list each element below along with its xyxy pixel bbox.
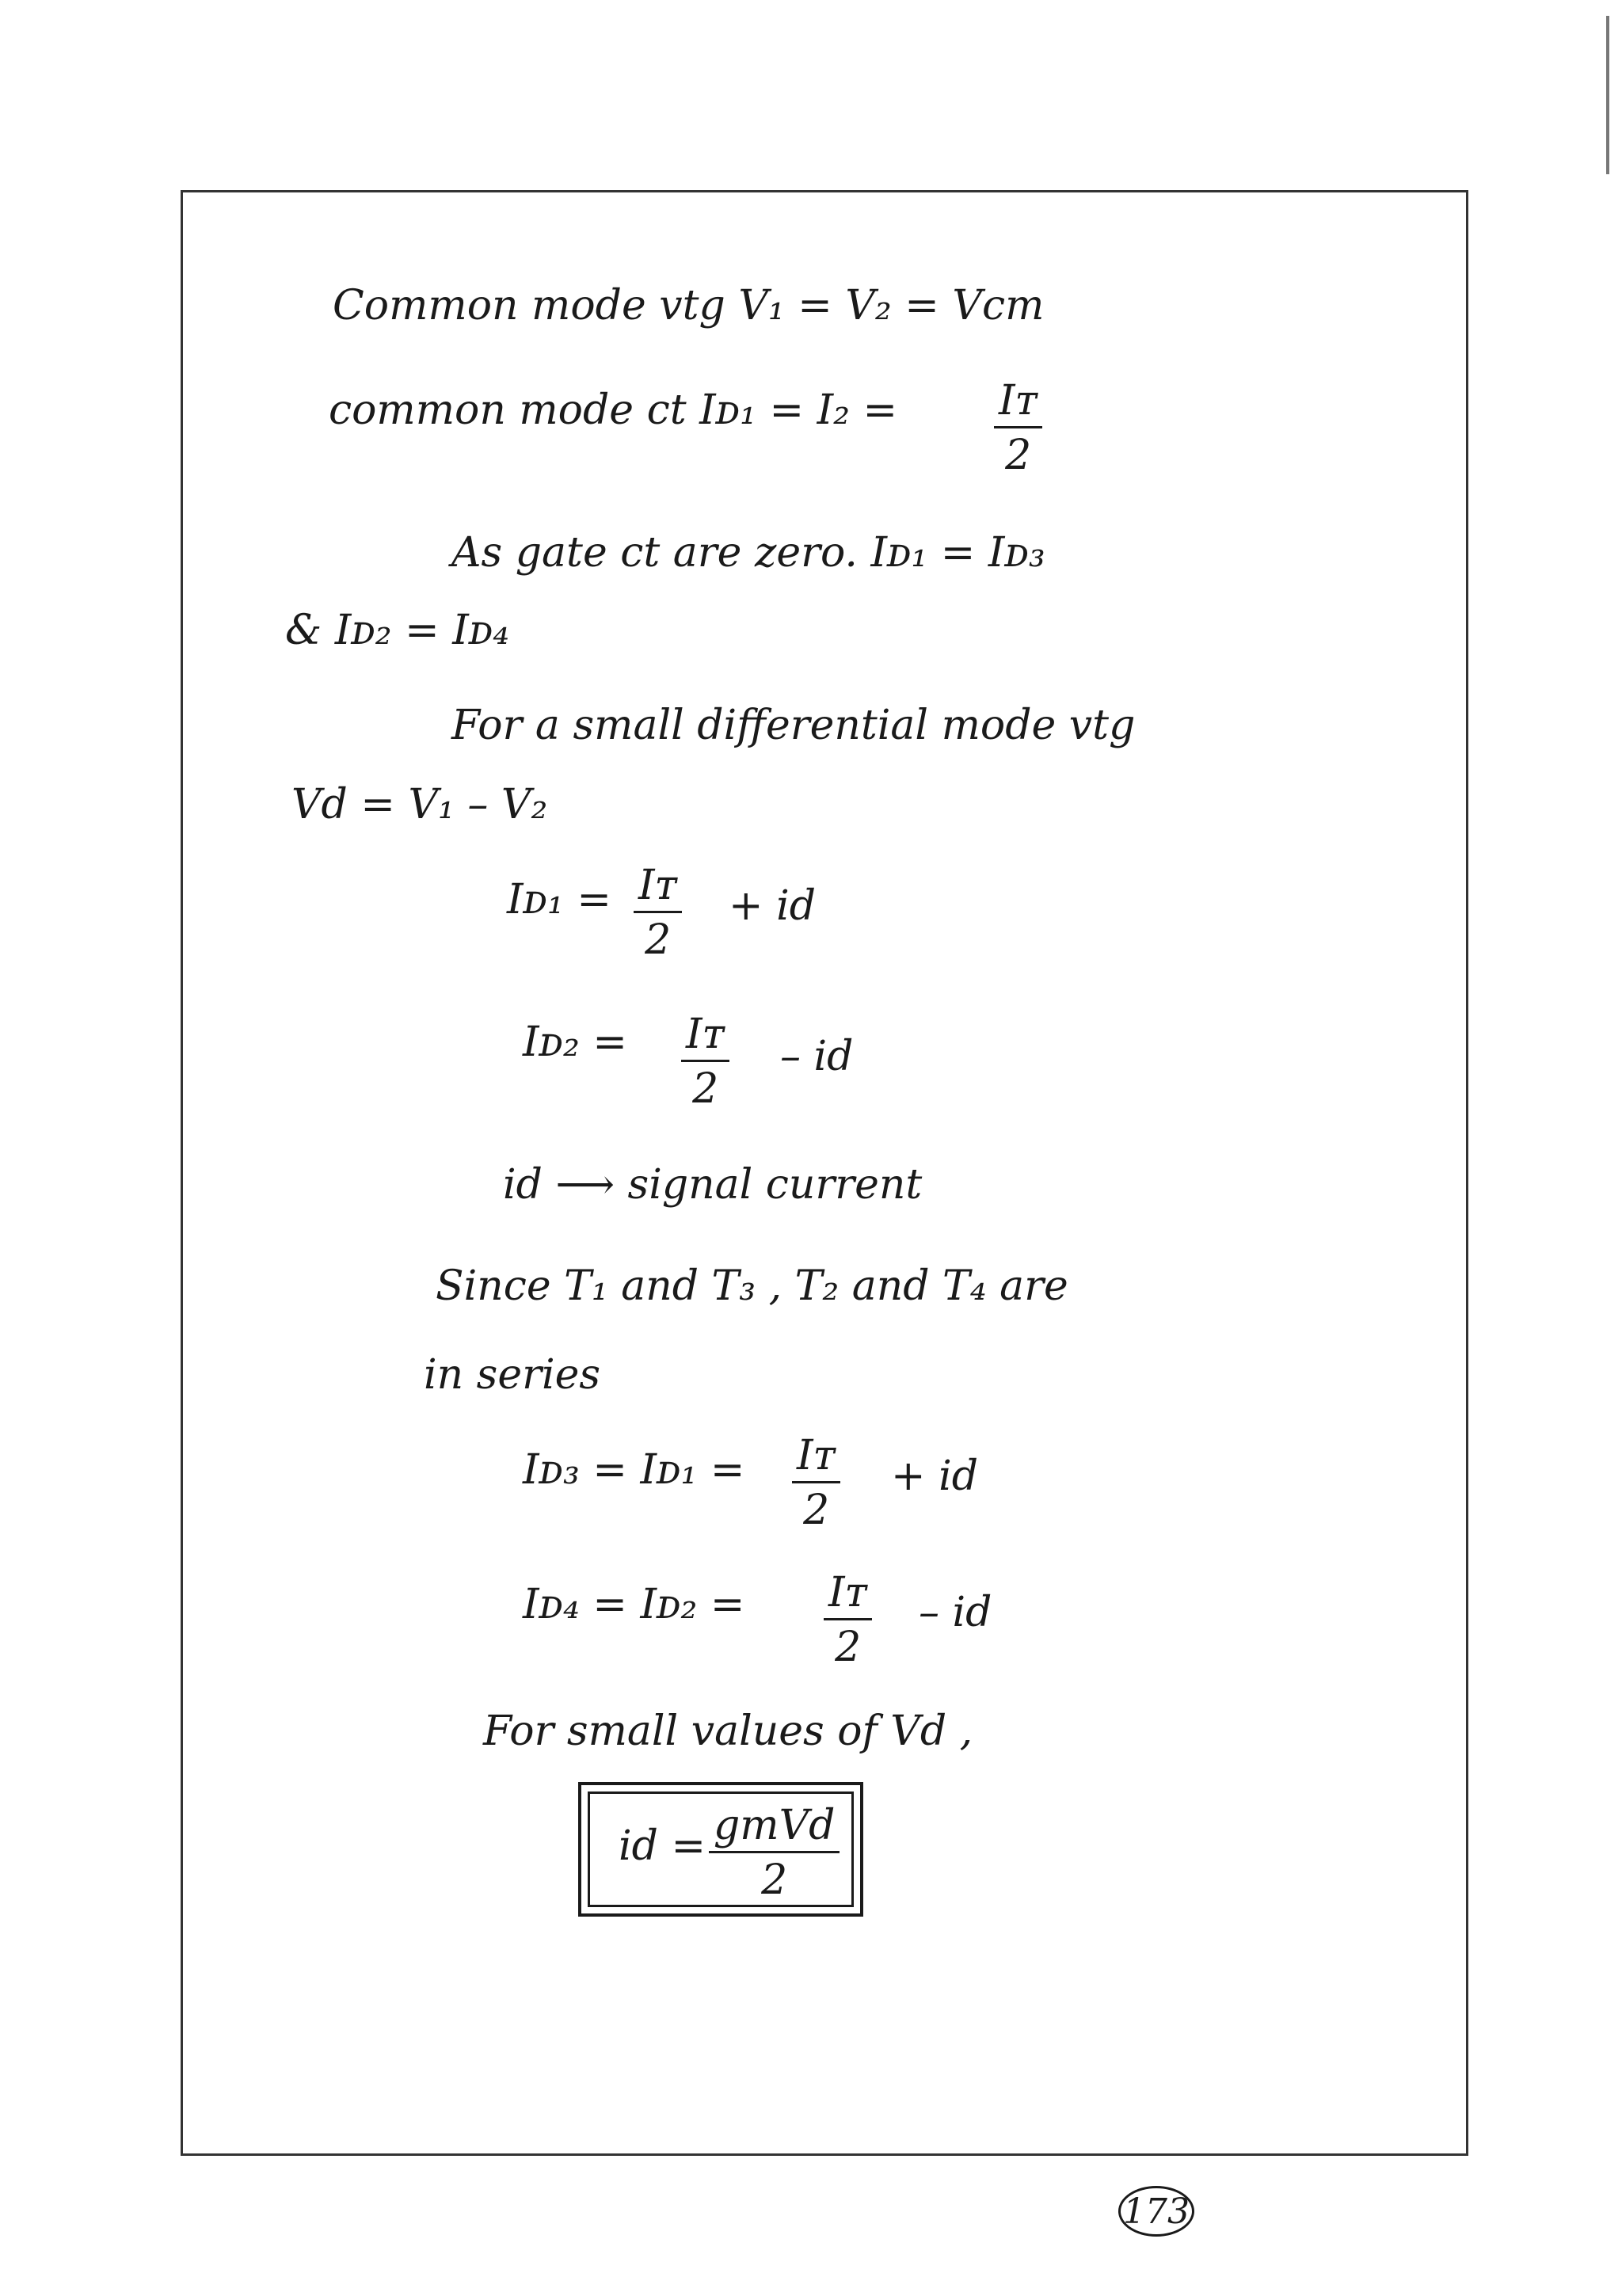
- page-number: 173: [1118, 2186, 1194, 2237]
- line-id1-lhs: Iᴅ₁ =: [507, 876, 611, 923]
- fraction-id3: [792, 1432, 840, 1534]
- fraction-numerator: gmVd: [709, 1805, 840, 1853]
- fraction-numerator: Iᴛ: [634, 865, 682, 913]
- fraction-common-mode-current: [994, 377, 1042, 479]
- scan-edge-mark: [1606, 16, 1609, 174]
- line-id2-rhs: – id: [780, 1033, 854, 1080]
- boxed-result: [578, 1782, 863, 1917]
- fraction-id4: [824, 1569, 872, 1671]
- fraction-denominator: 2: [803, 1487, 830, 1534]
- fraction-denominator: 2: [692, 1065, 719, 1113]
- fraction-numerator: Iᴛ: [994, 380, 1042, 428]
- fraction-denominator: 2: [761, 1856, 788, 1904]
- fraction-numerator: Iᴛ: [792, 1435, 840, 1483]
- line-gate-current-zero: As gate ct are zero. Iᴅ₁ = Iᴅ₃: [451, 529, 1045, 577]
- boxed-result-inner: [588, 1791, 854, 1907]
- boxed-result-fraction: [709, 1802, 840, 1904]
- line-small-differential-mode: For a small differential mode vtg: [451, 702, 1136, 749]
- line-transistors-in-series: Since T₁ and T₃ , T₂ and T₄ are: [436, 1262, 1068, 1310]
- line-id3-rhs: + id: [891, 1453, 979, 1500]
- line-in-series: in series: [424, 1351, 601, 1399]
- line-id2-lhs: Iᴅ₂ =: [523, 1019, 627, 1066]
- fraction-denominator: 2: [645, 916, 672, 964]
- fraction-denominator: 2: [1005, 432, 1032, 479]
- line-common-mode-voltage: Common mode vtg V₁ = V₂ = Vcm: [333, 282, 1045, 329]
- line-id4-lhs: Iᴅ₄ = Iᴅ₂ =: [523, 1581, 745, 1628]
- fraction-numerator: Iᴛ: [824, 1572, 872, 1620]
- line-small-values-of-vd: For small values of Vd ,: [483, 1708, 973, 1755]
- fraction-numerator: Iᴛ: [681, 1014, 729, 1062]
- line-id4-rhs: – id: [919, 1589, 992, 1636]
- line-id3-lhs: Iᴅ₃ = Iᴅ₁ =: [523, 1446, 745, 1494]
- fraction-id1: [634, 862, 682, 964]
- line-signal-current: id ⟶ signal current: [503, 1161, 923, 1209]
- line-id2-equals-id4: & Iᴅ₂ = Iᴅ₄: [285, 607, 510, 654]
- line-common-mode-current: common mode ct Iᴅ₁ = I₂ =: [329, 386, 898, 434]
- line-vd-definition: Vd = V₁ – V₂: [291, 781, 548, 828]
- fraction-denominator: 2: [835, 1624, 862, 1671]
- fraction-id2: [681, 1011, 729, 1113]
- boxed-result-lhs: id =: [619, 1822, 706, 1870]
- line-id1-rhs: + id: [729, 882, 817, 930]
